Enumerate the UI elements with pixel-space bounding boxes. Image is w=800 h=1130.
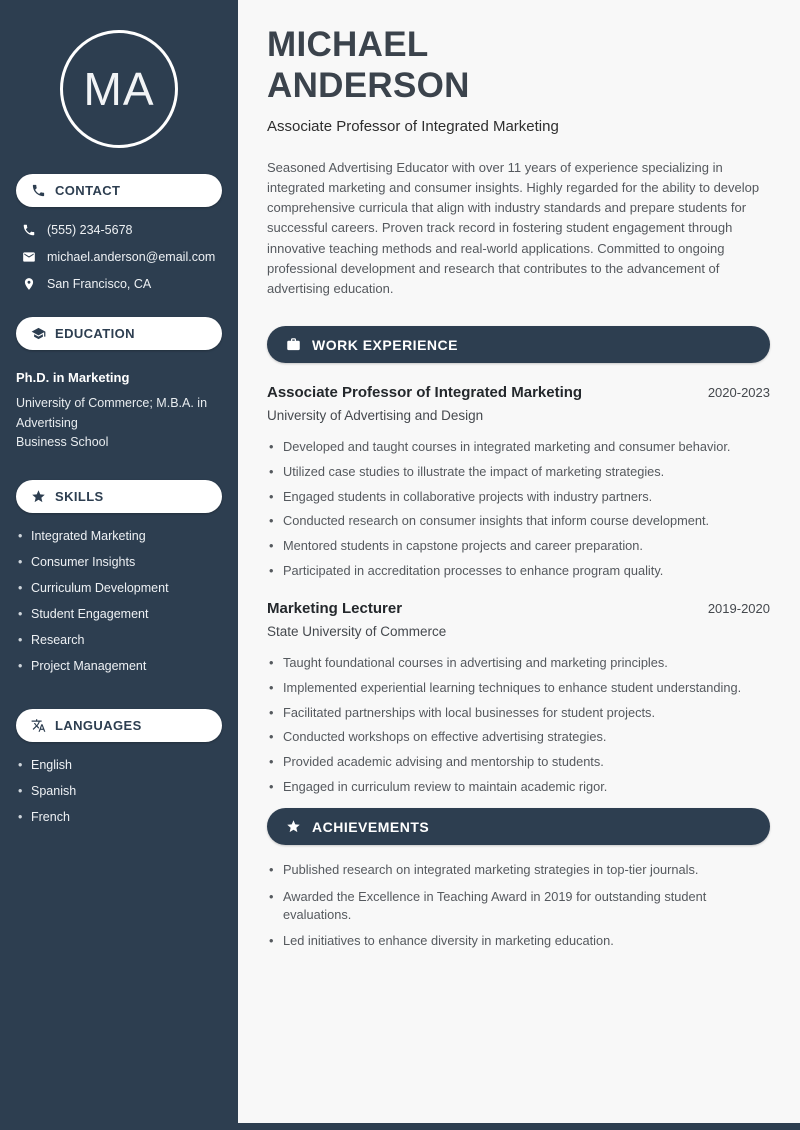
job-header	[267, 600, 770, 617]
email-address: michael.anderson@email.com	[47, 250, 216, 264]
degree-title: Ph.D. in Marketing	[16, 370, 130, 385]
skill-item: • Student Engagement	[18, 607, 226, 621]
skills-section	[0, 480, 238, 687]
achievement-bullet: • Published research on integrated marketing strategies in top-tier journals.	[267, 861, 770, 879]
contact-section-header	[16, 174, 222, 207]
job-dates: 2019-2020	[707, 601, 770, 617]
skill-item: • Research	[18, 633, 226, 647]
job-bullet-list	[267, 654, 770, 795]
avatar-initials: MA	[83, 63, 155, 115]
phone-icon	[22, 223, 36, 237]
email-icon	[22, 250, 36, 264]
sidebar	[0, 0, 238, 1130]
job-entry-1	[267, 384, 770, 579]
job-bullet: • Engaged students in collaborative projects with industry partners.	[267, 488, 770, 506]
degree-detail-2: Business School	[16, 434, 109, 449]
work-experience-header	[267, 326, 770, 363]
footer-accent-bar	[0, 1123, 800, 1130]
first-name: MICHAEL	[267, 25, 429, 64]
languages-section-title: LANGUAGES	[55, 718, 142, 734]
job-role: Marketing Lecturer	[267, 600, 403, 618]
contact-phone	[22, 223, 226, 237]
job-bullet: • Engaged in curriculum review to maintain academic rigor.	[267, 778, 770, 796]
page-title	[267, 24, 770, 107]
education-section	[0, 317, 238, 458]
achievement-bullet: • Awarded the Excellence in Teaching Award in 2019 for outstanding student evaluations.	[267, 888, 770, 923]
languages-list	[0, 742, 238, 838]
education-section-title: EDUCATION	[55, 326, 135, 341]
contact-section	[0, 174, 238, 295]
briefcase-icon	[286, 337, 301, 352]
phone-number: (555) 234-5678	[47, 223, 133, 237]
work-experience-title: WORK EXPERIENCE	[312, 336, 458, 353]
professional-summary: Seasoned Advertising Educator with over 11 years of experience specializing in integrated marketing and consumer insights. Highly regarded for the ability to develop comprehensive curricula that align with industry standards and prepare students for successful careers. Proven track record in fostering student engagement through innovative teaching methods and real-world applications. Committed to ongoing professional development and research that contributes to the advancement of advertising education.	[267, 159, 760, 297]
job-bullet: • Conducted workshops on effective advertising strategies.	[267, 728, 770, 746]
graduation-cap-icon	[31, 326, 46, 341]
job-bullet: • Implemented experiential learning techniques to enhance student understanding.	[267, 679, 770, 697]
phone-icon	[31, 183, 46, 198]
contact-rows	[0, 207, 238, 295]
job-bullet: • Facilitated partnerships with local businesses for student projects.	[267, 704, 770, 722]
skill-item: • Integrated Marketing	[18, 529, 226, 543]
job-bullet: • Provided academic advising and mentorship to students.	[267, 753, 770, 771]
star-icon	[286, 819, 301, 834]
last-name: ANDERSON	[267, 66, 470, 106]
translate-icon	[31, 718, 46, 733]
job-entry-2	[267, 600, 770, 795]
job-company: University of Advertising and Design	[267, 408, 484, 424]
main-content	[238, 0, 800, 1130]
language-item: • English	[18, 758, 226, 772]
language-item: • French	[18, 810, 226, 824]
avatar	[60, 30, 178, 148]
job-company: State University of Commerce	[267, 624, 447, 640]
job-bullet: • Developed and taught courses in integrated marketing and consumer behavior.	[267, 438, 770, 456]
education-details	[0, 350, 238, 458]
education-section-header	[16, 317, 222, 350]
languages-section	[0, 709, 238, 838]
skill-item: • Consumer Insights	[18, 555, 226, 569]
location-text: San Francisco, CA	[47, 277, 152, 291]
job-role: Associate Professor of Integrated Marketing	[267, 384, 583, 402]
skills-section-title: SKILLS	[55, 489, 104, 505]
job-dates: 2020-2023	[707, 385, 770, 401]
job-bullet: • Participated in accreditation processes to enhance program quality.	[267, 562, 770, 580]
contact-email	[22, 250, 226, 264]
achievements-title: ACHIEVEMENTS	[312, 818, 430, 835]
star-icon	[31, 489, 46, 504]
contact-location	[22, 277, 226, 291]
skill-item: • Curriculum Development	[18, 581, 226, 595]
job-bullet: • Utilized case studies to illustrate the impact of marketing strategies.	[267, 463, 770, 481]
skill-item: • Project Management	[18, 659, 226, 673]
job-title-subtitle: Associate Professor of Integrated Marketing	[267, 117, 559, 135]
degree-detail: University of Commerce; M.B.A. in Advertising	[16, 396, 208, 430]
job-bullet: • Conducted research on consumer insights that inform course development.	[267, 512, 770, 530]
skills-list	[0, 513, 238, 687]
job-bullet: • Taught foundational courses in advertising and marketing principles.	[267, 654, 770, 672]
job-bullet-list	[267, 438, 770, 579]
language-item: • Spanish	[18, 784, 226, 798]
job-bullet: • Mentored students in capstone projects and career preparation.	[267, 537, 770, 555]
job-header	[267, 384, 770, 401]
achievement-bullet: • Led initiatives to enhance diversity in marketing education.	[267, 932, 770, 950]
achievements-header	[267, 808, 770, 845]
contact-section-title: CONTACT	[55, 183, 121, 198]
skills-section-header	[16, 480, 222, 513]
languages-section-header	[16, 709, 222, 742]
location-icon	[22, 277, 36, 291]
achievements-list	[267, 861, 770, 950]
